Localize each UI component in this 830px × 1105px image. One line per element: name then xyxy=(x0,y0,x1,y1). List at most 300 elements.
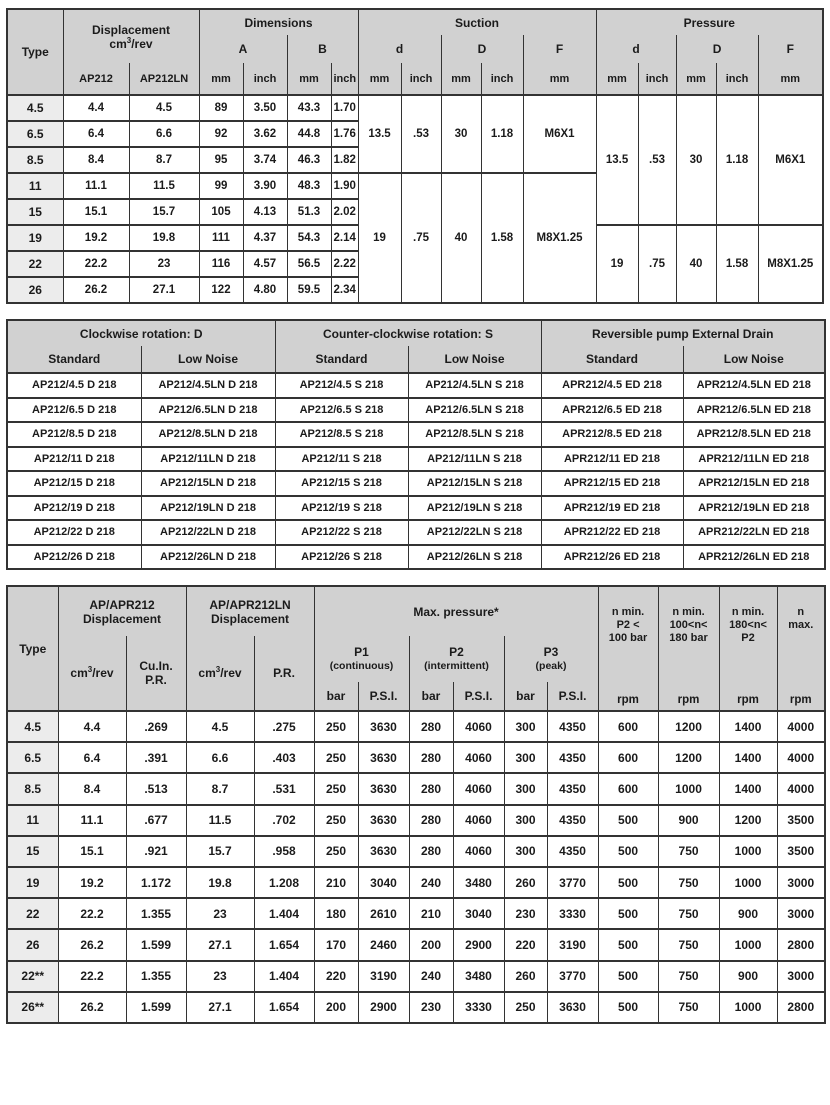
col-header-pressure-d: d xyxy=(596,35,676,63)
cell: 22.2 xyxy=(58,961,126,992)
header-row xyxy=(7,320,825,346)
header-line: max. xyxy=(788,618,814,631)
cell: AP212/11LN D 218 xyxy=(141,447,275,472)
cell: 26.2 xyxy=(63,277,129,303)
unit-header: bar xyxy=(409,682,453,711)
cell: APR212/8.5 ED 218 xyxy=(541,422,683,447)
cell: 4060 xyxy=(453,711,504,742)
cell: 1.599 xyxy=(126,929,186,960)
cell: 1400 xyxy=(719,742,777,773)
col-header-type: Type xyxy=(7,9,63,95)
header-line: P2 xyxy=(449,645,464,659)
cell: 54.3 xyxy=(287,225,331,251)
cell: APR212/15 ED 218 xyxy=(541,471,683,496)
table-row xyxy=(7,742,825,773)
cell: AP212/19 S 218 xyxy=(275,496,408,521)
type-cell: 4.5 xyxy=(7,711,58,742)
cell: AP212/4.5 D 218 xyxy=(7,373,141,398)
unit-header: mm xyxy=(287,63,331,95)
table-row xyxy=(7,992,825,1023)
type-cell: 8.5 xyxy=(7,773,58,804)
cell: 170 xyxy=(314,929,358,960)
type-cell: 4.5 xyxy=(7,95,63,121)
type-cell: 26** xyxy=(7,992,58,1023)
unit-header: mm xyxy=(758,63,823,95)
model-codes-body xyxy=(7,373,825,569)
dimensions-table xyxy=(6,8,824,304)
type-cell: 6.5 xyxy=(7,742,58,773)
table-row xyxy=(7,471,825,496)
header-row xyxy=(7,346,825,373)
cell: 4.80 xyxy=(243,277,287,303)
cell: 1000 xyxy=(719,836,777,867)
type-cell: 15 xyxy=(7,836,58,867)
header-line: Displacement xyxy=(210,611,290,626)
cell: 4350 xyxy=(547,711,598,742)
cell: AP212/6.5LN S 218 xyxy=(408,398,541,423)
performance-table xyxy=(6,585,826,1024)
pressure-merged-cell: 1.58 xyxy=(716,225,758,303)
dimensions-table-body xyxy=(7,95,823,303)
col-header-pressure-D: D xyxy=(676,35,758,63)
cell: 92 xyxy=(199,121,243,147)
unit-header: inch xyxy=(481,63,523,95)
cell: APR212/15LN ED 218 xyxy=(683,471,825,496)
cell: 3630 xyxy=(547,992,598,1023)
cell: 230 xyxy=(504,898,547,929)
cell: AP212/4.5LN D 218 xyxy=(141,373,275,398)
cell: 11.1 xyxy=(63,173,129,199)
cell: .269 xyxy=(126,711,186,742)
cell: APR212/8.5LN ED 218 xyxy=(683,422,825,447)
cell: AP212/8.5LN S 218 xyxy=(408,422,541,447)
cell: AP212/6.5LN D 218 xyxy=(141,398,275,423)
header-lines xyxy=(669,606,708,645)
cell: 260 xyxy=(504,961,547,992)
dimensions-table-header xyxy=(7,9,823,95)
model-codes-header xyxy=(7,320,825,373)
unit-header: mm xyxy=(523,63,596,95)
cell: .702 xyxy=(254,805,314,836)
unit-header: bar xyxy=(504,682,547,711)
col-header-ap-apr212ln xyxy=(186,586,314,636)
header-line: P.R. xyxy=(273,666,295,680)
cell: 280 xyxy=(409,742,453,773)
cell: AP212/15 D 218 xyxy=(7,471,141,496)
col-header-low-noise: Low Noise xyxy=(408,346,541,373)
table-row xyxy=(7,95,823,121)
cell: 3480 xyxy=(453,961,504,992)
cell: AP212/22 S 218 xyxy=(275,520,408,545)
pressure-merged-cell: 40 xyxy=(676,225,716,303)
cell: 2.14 xyxy=(331,225,358,251)
cell: 250 xyxy=(314,836,358,867)
cell: 1.172 xyxy=(126,867,186,898)
header-line: 180<n< xyxy=(729,618,767,631)
cell: 900 xyxy=(658,805,719,836)
header-line: n min. xyxy=(611,605,645,618)
cell: 600 xyxy=(598,773,658,804)
col-header-p2 xyxy=(409,636,504,682)
cell: 750 xyxy=(658,836,719,867)
cell: AP212/19 D 218 xyxy=(7,496,141,521)
header-lines xyxy=(609,606,648,645)
cell: 230 xyxy=(409,992,453,1023)
cell: 8.7 xyxy=(186,773,254,804)
type-cell: 8.5 xyxy=(7,147,63,173)
cell: 56.5 xyxy=(287,251,331,277)
cell: .921 xyxy=(126,836,186,867)
cell: 19.8 xyxy=(129,225,199,251)
cell: 1000 xyxy=(719,929,777,960)
cell: 3480 xyxy=(453,867,504,898)
cell: AP212/22 D 218 xyxy=(7,520,141,545)
col-header-standard: Standard xyxy=(275,346,408,373)
col-header-standard: Standard xyxy=(7,346,141,373)
cell: 2900 xyxy=(358,992,409,1023)
cell: 4350 xyxy=(547,836,598,867)
cell: 15.7 xyxy=(129,199,199,225)
cell: 3000 xyxy=(777,898,825,929)
type-cell: 22 xyxy=(7,898,58,929)
cell: 89 xyxy=(199,95,243,121)
cell: 1.82 xyxy=(331,147,358,173)
unit-header: inch xyxy=(638,63,676,95)
cell: 750 xyxy=(658,867,719,898)
cell: 180 xyxy=(314,898,358,929)
col-header-p1 xyxy=(314,636,409,682)
cell: 500 xyxy=(598,929,658,960)
cell: 8.4 xyxy=(58,773,126,804)
cell: 3330 xyxy=(453,992,504,1023)
cell: 1.355 xyxy=(126,961,186,992)
cell: 2.22 xyxy=(331,251,358,277)
col-header-ap212ln: AP212LN xyxy=(129,63,199,95)
cell: 300 xyxy=(504,742,547,773)
suction-merged-cell: .75 xyxy=(401,173,441,303)
cell: 1.654 xyxy=(254,992,314,1023)
cell: 500 xyxy=(598,992,658,1023)
type-cell: 6.5 xyxy=(7,121,63,147)
cell: 4350 xyxy=(547,805,598,836)
col-header-clockwise: Clockwise rotation: D xyxy=(7,320,275,346)
col-header-max-pressure: Max. pressure* xyxy=(314,586,598,636)
cell: APR212/6.5 ED 218 xyxy=(541,398,683,423)
unit-sup: 3 xyxy=(215,665,221,674)
cell: 11.5 xyxy=(186,805,254,836)
cell: 500 xyxy=(598,898,658,929)
header-line-unit xyxy=(66,37,197,51)
col-header-cm3rev xyxy=(186,636,254,711)
col-header-standard: Standard xyxy=(541,346,683,373)
header-line: P.R. xyxy=(145,673,167,687)
cell: 1.90 xyxy=(331,173,358,199)
cell: 1000 xyxy=(719,867,777,898)
cell: 1.76 xyxy=(331,121,358,147)
cell: AP212/11LN S 218 xyxy=(408,447,541,472)
cell: 1200 xyxy=(719,805,777,836)
cell: 3040 xyxy=(358,867,409,898)
cell: 4.13 xyxy=(243,199,287,225)
table-row xyxy=(7,929,825,960)
cell: 280 xyxy=(409,711,453,742)
cell: 280 xyxy=(409,805,453,836)
cell: 280 xyxy=(409,773,453,804)
header-line: P2 < xyxy=(616,618,640,631)
cell: 3630 xyxy=(358,773,409,804)
col-header-low-noise: Low Noise xyxy=(683,346,825,373)
cell: 19.2 xyxy=(63,225,129,251)
cell: 250 xyxy=(314,742,358,773)
table-row xyxy=(7,961,825,992)
cell: AP212/15LN D 218 xyxy=(141,471,275,496)
cell: 250 xyxy=(314,805,358,836)
col-header-nmin-180-p2 xyxy=(719,586,777,711)
header-line: 100<n< xyxy=(669,618,708,631)
header-line: Displacement xyxy=(91,22,171,37)
cell: 3.74 xyxy=(243,147,287,173)
unit-text: cm xyxy=(198,666,216,680)
cell: 220 xyxy=(314,961,358,992)
cell: 4.5 xyxy=(186,711,254,742)
col-header-nmin-100-180bar xyxy=(658,586,719,711)
cell: 116 xyxy=(199,251,243,277)
cell: 3.90 xyxy=(243,173,287,199)
cell: 220 xyxy=(504,929,547,960)
unit-sup: 3 xyxy=(126,35,132,45)
unit-header: rpm xyxy=(737,693,759,706)
suction-merged-cell: 40 xyxy=(441,173,481,303)
cell: AP212/8.5 D 218 xyxy=(7,422,141,447)
cell: 8.7 xyxy=(129,147,199,173)
cell: 6.4 xyxy=(63,121,129,147)
cell: AP212/15LN S 218 xyxy=(408,471,541,496)
header-line: (intermittent) xyxy=(424,660,489,672)
cell: 4350 xyxy=(547,773,598,804)
header-lines xyxy=(788,606,813,632)
col-header-suction-d: d xyxy=(358,35,441,63)
cell: 1.404 xyxy=(254,898,314,929)
cell: 111 xyxy=(199,225,243,251)
cell: 1400 xyxy=(719,773,777,804)
cell: 27.1 xyxy=(186,929,254,960)
cell: 3.50 xyxy=(243,95,287,121)
cell: .275 xyxy=(254,711,314,742)
cell: 500 xyxy=(598,867,658,898)
cell: 2460 xyxy=(358,929,409,960)
cell: 900 xyxy=(719,961,777,992)
cell: 23 xyxy=(186,898,254,929)
table-row xyxy=(7,773,825,804)
unit-header: mm xyxy=(596,63,638,95)
col-header-pressure-F: F xyxy=(758,35,823,63)
cell: APR212/4.5LN ED 218 xyxy=(683,373,825,398)
cell: 250 xyxy=(314,711,358,742)
cell: 99 xyxy=(199,173,243,199)
cell: 200 xyxy=(409,929,453,960)
cell: 750 xyxy=(658,961,719,992)
unit-header: rpm xyxy=(677,693,700,706)
col-header-suction: Suction xyxy=(358,9,596,35)
header-line: AP/APR212LN xyxy=(209,597,291,612)
cell: 15.1 xyxy=(58,836,126,867)
suction-merged-cell: .53 xyxy=(401,95,441,173)
header-row xyxy=(7,586,825,636)
cell: 4060 xyxy=(453,742,504,773)
cell: 23 xyxy=(129,251,199,277)
cell: 3630 xyxy=(358,742,409,773)
table-row xyxy=(7,447,825,472)
table-row xyxy=(7,520,825,545)
col-header-type: Type xyxy=(7,586,58,711)
cell: 3.62 xyxy=(243,121,287,147)
cell: 43.3 xyxy=(287,95,331,121)
header-row xyxy=(7,9,823,35)
cell: 1.355 xyxy=(126,898,186,929)
cell: 2800 xyxy=(777,929,825,960)
cell: 1000 xyxy=(658,773,719,804)
cell: 2610 xyxy=(358,898,409,929)
cell: 48.3 xyxy=(287,173,331,199)
pressure-merged-cell: .75 xyxy=(638,225,676,303)
cell: 46.3 xyxy=(287,147,331,173)
type-cell: 19 xyxy=(7,225,63,251)
pressure-merged-cell: M6X1 xyxy=(758,95,823,225)
unit-header: inch xyxy=(331,63,358,95)
col-header-b: B xyxy=(287,35,358,63)
cell: 4.57 xyxy=(243,251,287,277)
suction-merged-cell: 1.18 xyxy=(481,95,523,173)
cell: AP212/11 D 218 xyxy=(7,447,141,472)
pressure-merged-cell: 19 xyxy=(596,225,638,303)
cell: AP212/22LN S 218 xyxy=(408,520,541,545)
cell: 2900 xyxy=(453,929,504,960)
table-row xyxy=(7,805,825,836)
header-stack xyxy=(661,590,717,708)
cell: 1.654 xyxy=(254,929,314,960)
col-header-nmax xyxy=(777,586,825,711)
col-header-ap-apr212 xyxy=(58,586,186,636)
cell: 210 xyxy=(314,867,358,898)
cell: 4000 xyxy=(777,742,825,773)
cell: 1200 xyxy=(658,742,719,773)
cell: 3330 xyxy=(547,898,598,929)
unit-sup: 3 xyxy=(87,665,93,674)
pressure-merged-cell: .53 xyxy=(638,95,676,225)
cell: 1000 xyxy=(719,992,777,1023)
type-cell: 22** xyxy=(7,961,58,992)
cell: .513 xyxy=(126,773,186,804)
cell: 250 xyxy=(504,992,547,1023)
pressure-merged-cell: 30 xyxy=(676,95,716,225)
header-line: n xyxy=(797,605,805,618)
header-line: (continuous) xyxy=(329,660,394,672)
cell: APR212/19LN ED 218 xyxy=(683,496,825,521)
unit-header: mm xyxy=(199,63,243,95)
unit-header: P.S.I. xyxy=(547,682,598,711)
header-line: 100 bar xyxy=(608,631,648,644)
header-line: AP/APR212 xyxy=(89,597,155,612)
cell: 250 xyxy=(314,773,358,804)
cell: 4000 xyxy=(777,773,825,804)
type-cell: 11 xyxy=(7,805,58,836)
cell: 4000 xyxy=(777,711,825,742)
cell: 44.8 xyxy=(287,121,331,147)
cell: 8.4 xyxy=(63,147,129,173)
cell: 2.02 xyxy=(331,199,358,225)
type-cell: 11 xyxy=(7,173,63,199)
cell: AP212/8.5LN D 218 xyxy=(141,422,275,447)
suction-merged-cell: 13.5 xyxy=(358,95,401,173)
cell: .391 xyxy=(126,742,186,773)
unit-text: /rev xyxy=(220,666,242,680)
cell: APR212/19 ED 218 xyxy=(541,496,683,521)
unit-header: mm xyxy=(676,63,716,95)
cell: 1200 xyxy=(658,711,719,742)
cell: AP212/22LN D 218 xyxy=(141,520,275,545)
cell: 19.8 xyxy=(186,867,254,898)
cell: 22.2 xyxy=(63,251,129,277)
cell: 3000 xyxy=(777,867,825,898)
col-header-cm3rev xyxy=(58,636,126,711)
cell: 6.4 xyxy=(58,742,126,773)
cell: 15.1 xyxy=(63,199,129,225)
cell: 27.1 xyxy=(129,277,199,303)
col-header-low-noise: Low Noise xyxy=(141,346,275,373)
unit-text: cm xyxy=(109,36,127,51)
header-line: Cu.In. xyxy=(139,659,173,673)
cell: 95 xyxy=(199,147,243,173)
col-header-counter-clockwise: Counter-clockwise rotation: S xyxy=(275,320,541,346)
unit-text: /rev xyxy=(131,36,153,51)
cell: APR212/11 ED 218 xyxy=(541,447,683,472)
header-line: P2 xyxy=(741,631,755,644)
unit-header: inch xyxy=(716,63,758,95)
unit-header: P.S.I. xyxy=(358,682,409,711)
cell: 15.7 xyxy=(186,836,254,867)
cell: AP212/15 S 218 xyxy=(275,471,408,496)
type-cell: 22 xyxy=(7,251,63,277)
cell: 3190 xyxy=(547,929,598,960)
unit-header: rpm xyxy=(789,693,812,706)
cell: 300 xyxy=(504,836,547,867)
cell: 6.6 xyxy=(129,121,199,147)
cell: AP212/26 S 218 xyxy=(275,545,408,570)
cell: AP212/26 D 218 xyxy=(7,545,141,570)
cell: 27.1 xyxy=(186,992,254,1023)
cell: APR212/22LN ED 218 xyxy=(683,520,825,545)
cell: 300 xyxy=(504,711,547,742)
cell: APR212/4.5 ED 218 xyxy=(541,373,683,398)
cell: 19.2 xyxy=(58,867,126,898)
cell: 200 xyxy=(314,992,358,1023)
unit-header: inch xyxy=(243,63,287,95)
table-row xyxy=(7,898,825,929)
cell: 26.2 xyxy=(58,992,126,1023)
table-row xyxy=(7,545,825,570)
col-header-p3 xyxy=(504,636,598,682)
col-header-suction-F: F xyxy=(523,35,596,63)
unit-header: mm xyxy=(441,63,481,95)
cell: APR212/26 ED 218 xyxy=(541,545,683,570)
model-codes-table xyxy=(6,319,826,570)
unit-header: inch xyxy=(401,63,441,95)
cell: 750 xyxy=(658,898,719,929)
unit-text: /rev xyxy=(92,666,114,680)
unit-header: mm xyxy=(358,63,401,95)
cell: 122 xyxy=(199,277,243,303)
cell: 4350 xyxy=(547,742,598,773)
